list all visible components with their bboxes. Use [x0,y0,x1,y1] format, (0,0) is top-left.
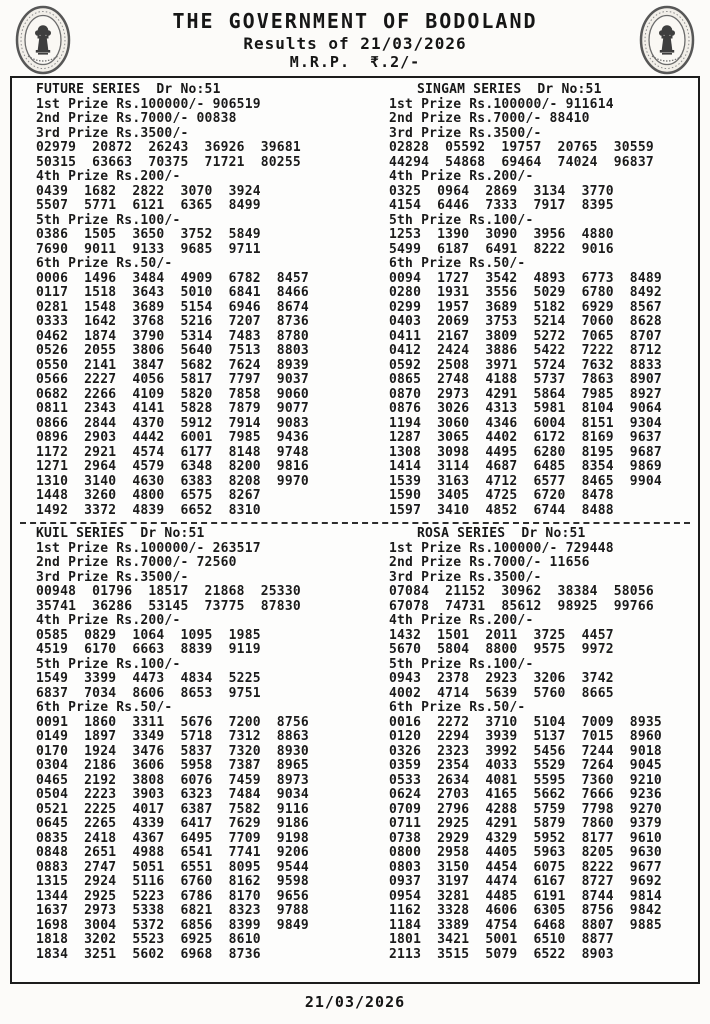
result-line: 3rd Prize Rs.3500/- [389,125,542,141]
result-line: 0876 3026 4313 5981 8104 9064 [389,401,662,416]
result-line: 3rd Prize Rs.3500/- [389,569,542,585]
result-line: 0462 1874 3790 5314 7483 8780 [36,328,309,344]
series-lines-kuil [36,542,355,963]
result-line: 0592 2508 3971 5724 7632 8833 [389,357,662,373]
result-line: 0016 2272 3710 5104 7009 8935 [389,714,662,730]
result-line: 1172 2921 4574 6177 8148 9748 [36,444,309,460]
result-line: 4th Prize Rs.200/- [389,613,534,628]
result-line: 35741 36286 53145 73775 87830 [36,598,301,614]
result-line: 1448 3260 4800 6575 8267 [36,488,261,503]
series-kuil [12,527,355,962]
result-line: 1st Prize Rs.100000/- 263517 [36,540,261,556]
result-line: 0091 1860 3311 5676 7200 8756 [36,714,309,730]
result-line: 0954 3281 4485 6191 8744 9814 [389,888,662,904]
result-line: 00948 01796 18517 21868 25330 [36,584,301,599]
result-line: 0094 1727 3542 4893 6773 8489 [389,270,662,286]
result-line: 0120 2294 3939 5137 7015 8960 [389,729,662,744]
result-line: 0304 2186 3606 5958 7387 8965 [36,758,309,773]
result-line: 2113 3515 5079 6522 8903 [389,946,614,962]
series-singam [355,83,698,518]
result-line: 1590 3405 4725 6720 8478 [389,488,614,503]
result-line: 5th Prize Rs.100/- [389,212,534,228]
series-lines-rosa [389,542,698,963]
result-line: 1432 1501 2011 3725 4457 [389,627,614,643]
result-line: 0800 2958 4405 5963 8205 9630 [389,845,662,860]
result-line: 0835 2418 4367 6495 7709 9198 [36,830,309,846]
result-line: 0709 2796 4288 5759 7798 9270 [389,801,662,817]
result-line: 5507 5771 6121 6365 8499 [36,198,261,213]
result-line: 6th Prize Rs.50/- [389,256,526,271]
result-line: 5th Prize Rs.100/- [36,656,181,672]
result-line: 0439 1682 2822 3070 3924 [36,183,261,199]
result-line: 0566 2227 4056 5817 7797 9037 [36,372,309,387]
result-line: 5670 5804 8800 9575 9972 [389,642,614,657]
mrp-line: M.R.P. ₹.2/- [289,52,421,71]
result-line: 6837 7034 8606 8653 9751 [36,685,261,701]
result-line: 1834 3251 5602 6968 8736 [36,946,261,962]
result-line: 1st Prize Rs.100000/- 906519 [36,96,261,112]
result-line: 1253 1390 3090 3956 4880 [389,227,614,242]
result-line: 1698 3004 5372 6856 8399 9849 [36,917,309,933]
result-line: 4154 6446 7333 7917 8395 [389,198,614,213]
result-line: 2nd Prize Rs.7000/- 00838 [36,111,237,126]
result-line: 4th Prize Rs.200/- [389,169,534,184]
result-line: 0281 1548 3689 5154 6946 8674 [36,299,309,315]
result-line: 0006 1496 3484 4909 6782 8457 [36,270,309,286]
result-line: 0333 1642 3768 5216 7207 8736 [36,314,309,329]
bottom-half [12,527,698,962]
result-line: 02828 05592 19757 20765 30559 [389,140,654,155]
result-line: 1818 3202 5523 6925 8610 [36,932,261,947]
result-line: 0386 1505 3650 3752 5849 [36,227,261,242]
result-line: 2nd Prize Rs.7000/- 88410 [389,111,590,126]
result-line: 1310 3140 4630 6383 8208 9970 [36,473,309,489]
page-header [0,0,710,76]
result-line: 50315 63663 70375 71721 80255 [36,154,301,170]
results-date-line: Results of 21/03/2026 [243,33,467,53]
series-title-kuil: KUIL SERIES Dr No:51 [36,526,205,541]
result-line: 3rd Prize Rs.3500/- [36,125,189,141]
result-line: 1194 3060 4346 6004 8151 9304 [389,415,662,431]
result-line: 2nd Prize Rs.7000/- 72560 [36,555,237,570]
series-future [12,83,355,518]
result-line: 0326 2323 3992 5456 7244 9018 [389,743,662,759]
result-line: 0811 2343 4141 5828 7879 9077 [36,401,309,416]
result-line: 0412 2424 3886 5422 7222 8712 [389,343,662,358]
result-line: 1492 3372 4839 6652 8310 [36,502,261,518]
result-line: 1162 3328 4606 6305 8756 9842 [389,903,662,918]
result-line: 6th Prize Rs.50/- [36,256,173,271]
result-line: 0170 1924 3476 5837 7320 8930 [36,743,309,759]
result-line: 3rd Prize Rs.3500/- [36,569,189,585]
series-rosa [355,527,698,962]
result-line: 5th Prize Rs.100/- [36,212,181,228]
result-line: 0645 2265 4339 6417 7629 9186 [36,816,309,831]
result-line: 0883 2747 5051 6551 8095 9544 [36,859,309,875]
result-line: 0937 3197 4474 6167 8727 9692 [389,874,662,889]
series-title-singam: SINGAM SERIES Dr No:51 [417,82,602,97]
result-line: 0624 2703 4165 5662 7666 9236 [389,787,662,802]
result-line: 0526 2055 3806 5640 7513 8803 [36,343,309,358]
result-line: 4th Prize Rs.200/- [36,613,181,628]
series-lines-future [36,98,355,519]
result-line: 1597 3410 4852 6744 8488 [389,502,614,518]
result-line: 0359 2354 4033 5529 7264 9045 [389,758,662,773]
result-line: 6th Prize Rs.50/- [36,700,173,715]
result-line: 0711 2925 4291 5879 7860 9379 [389,816,662,831]
result-line: 1344 2925 5223 6786 8170 9656 [36,888,309,904]
result-line: 0325 0964 2869 3134 3770 [389,183,614,199]
header-text-block [72,9,638,71]
section-divider [20,522,690,524]
series-lines-singam [389,98,698,519]
result-line: 0149 1897 3349 5718 7312 8863 [36,729,309,744]
result-line: 0870 2973 4291 5864 7985 8927 [389,386,662,402]
result-line: 2nd Prize Rs.7000/- 11656 [389,555,590,570]
results-box [10,76,700,984]
result-line: 67078 74731 85612 98925 99766 [389,598,654,614]
result-line: 0504 2223 3903 6323 7484 9034 [36,787,309,802]
result-line: 1549 3399 4473 4834 5225 [36,671,261,686]
result-line: 0403 2069 3753 5214 7060 8628 [389,314,662,329]
result-line: 0848 2651 4988 6541 7741 9206 [36,845,309,860]
result-line: 0866 2844 4370 5912 7914 9083 [36,415,309,431]
result-line: 1287 3065 4402 6172 8169 9637 [389,430,662,445]
result-line: 5499 6187 6491 8222 9016 [389,241,614,257]
result-line: 0117 1518 3643 5010 6841 8466 [36,285,309,300]
page-title: THE GOVERNMENT OF BODOLAND [172,8,538,33]
result-line: 0738 2929 4329 5952 8177 9610 [389,830,662,846]
result-line: 07084 21152 30962 38384 58056 [389,584,654,599]
result-line: 0803 3150 4454 6075 8222 9677 [389,859,662,875]
result-line: 7690 9011 9133 9685 9711 [36,241,261,257]
result-line: 4th Prize Rs.200/- [36,169,181,184]
result-line: 1st Prize Rs.100000/- 911614 [389,96,614,112]
result-line: 44294 54868 69464 74024 96837 [389,154,654,170]
result-line: 0865 2748 4188 5737 7863 8907 [389,372,662,387]
result-line: 1271 2964 4579 6348 8200 9816 [36,459,309,474]
result-line: 1315 2924 5116 6760 8162 9598 [36,874,309,889]
result-line: 0896 2903 4442 6001 7985 9436 [36,430,309,445]
result-line: 4519 6170 6663 8839 9119 [36,642,261,657]
page-footer [0,984,710,1011]
result-line: 0585 0829 1064 1095 1985 [36,627,261,643]
series-title-rosa: ROSA SERIES Dr No:51 [417,526,586,541]
result-line: 1539 3163 4712 6577 8465 9904 [389,473,662,489]
result-line: 1414 3114 4687 6485 8354 9869 [389,459,662,474]
result-line: 0550 2141 3847 5682 7624 8939 [36,357,309,373]
result-line: 1308 3098 4495 6280 8195 9687 [389,444,662,460]
result-line: 1801 3421 5001 6510 8877 [389,932,614,947]
top-half [12,83,698,518]
result-line: 5th Prize Rs.100/- [389,656,534,672]
result-line: 02979 20872 26243 36926 39681 [36,140,301,155]
result-line: 1637 2973 5338 6821 8323 9788 [36,903,309,918]
result-line: 1184 3389 4754 6468 8807 9885 [389,917,662,933]
result-line: 0411 2167 3809 5272 7065 8707 [389,328,662,344]
footer-date: 21/03/2026 [304,993,406,1011]
government-seal-icon [14,4,72,76]
result-line: 0521 2225 4017 6387 7582 9116 [36,801,309,817]
result-line: 0299 1957 3689 5182 6929 8567 [389,299,662,315]
result-line: 4002 4714 5639 5760 8665 [389,685,614,701]
result-line: 0465 2192 3808 6076 7459 8973 [36,772,309,788]
result-line: 0533 2634 4081 5595 7360 9210 [389,772,662,788]
government-seal-icon [638,4,696,76]
series-title-future: FUTURE SERIES Dr No:51 [36,82,221,97]
result-line: 6th Prize Rs.50/- [389,700,526,715]
result-line: 0682 2266 4109 5820 7858 9060 [36,386,309,402]
result-line: 0943 2378 2923 3206 3742 [389,671,614,686]
result-line: 1st Prize Rs.100000/- 729448 [389,540,614,556]
result-line: 0280 1931 3556 5029 6780 8492 [389,285,662,300]
